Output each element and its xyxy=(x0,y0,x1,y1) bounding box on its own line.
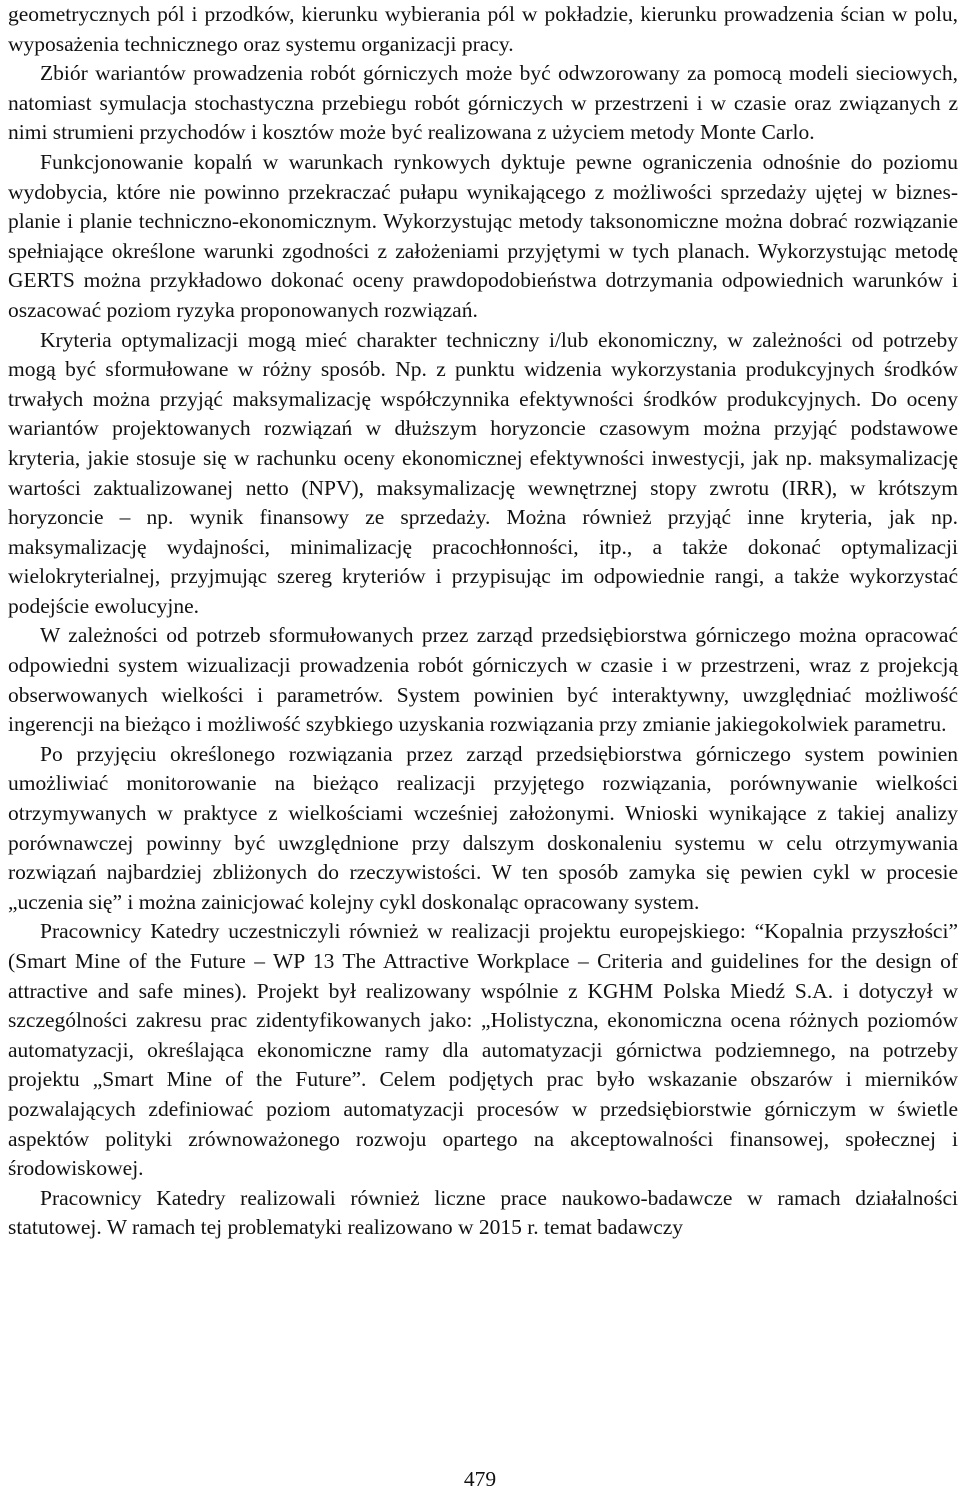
paragraph-visualization-system: W zależności od potrzeb sformułowanych przez zarząd przedsiębiorstwa górniczego można opracować odpowiedni system wizualizacji prowadzenia robót górniczych w czasie i w przestrzeni, wraz z projekcją obserwowanych wielkości i parametrów. System powinien być interaktywny, uwzględniać możliwość ingerencji na bieżąco i możliwość szybkiego uzyskania rozwiązania przy zmianie jakiegokolwiek parametru. xyxy=(8,623,958,737)
paragraph-optimization-criteria: Kryteria optymalizacji mogą mieć charakter techniczny i/lub ekonomiczny, w zależności od potrzeby mogą być sformułowane w różny sposób. Np. z punktu widzenia wykorzystania produkcyjnych środków trwałych można przyjąć maksymalizację współczynnika efektywności środków produkcyjnych. Do oceny wariantów projektowanych rozwiązań w dłuższym horyzoncie czasowym można przyjąć podstawowe kryteria, jakie stosuje się w rachunku oceny ekonomicznej efektywności inwestycji, jak np. maksymalizację wartości zaktualizowanej netto (NPV), maksymalizację wewnętrznej stopy zwrotu (IRR), w krótszym horyzoncie – np. wynik finansowy ze sprzedaży. Można również przyjąć inne kryteria, jak np. maksymalizację wydajności, minimalizację pracochłonności, itp., a także dokonać optymalizacji wielokryterialnej, przyjmując szereg kryteriów i przypisując im odpowiednie rangi, a także wykorzystać podejście ewolucyjne. xyxy=(8,327,958,618)
paragraph-continuation: geometrycznych pól i przodków, kierunku wybierania pól w pokładzie, kierunku prowadzenia ścian w polu, wyposażenia technicznego oraz systemu organizacji pracy. xyxy=(8,2,958,56)
paragraph-monitoring: Po przyjęciu określonego rozwiązania przez zarząd przedsiębiorstwa górniczego system powinien umożliwiać monitorowanie na bieżąco realizacji przyjętego rozwiązania, porównywanie wielkości otrzymywanych w praktyce z wielkościami wcześniej założonymi. Wnioski wynikające z takiej analizy porównawczej powinny być uwzględnione przy dalszym doskonaleniu systemu w celu otrzymywania rozwiązań najbardziej zbliżonych do rzeczywistości. W ten sposób zamyka się pewien cykl w procesie „uczenia się” i można zainicjować kolejny cykl doskonaląc opracowany system. xyxy=(8,741,958,914)
paragraph-market-conditions: Funkcjonowanie kopalń w warunkach rynkowych dyktuje pewne ograniczenia odnośnie do poziomu wydobycia, które nie powinno przekraczać pułapu wynikającego z możliwości sprzedaży ujętej w biznes-planie i planie techniczno-ekonomicznym. Wykorzystując metody taksonomiczne można dobrać rozwiązanie spełniające określone warunki zgodności z założeniami przyjętymi w tych planach. Wykorzystując metodę GERTS można przykładowo dokonać oceny prawdopodobieństwa dotrzymania odpowiednich warunków i oszacować poziom ryzyka proponowanych rozwiązań. xyxy=(8,149,958,322)
document-page xyxy=(8,0,958,1243)
paragraph-smart-mine-project: Pracownicy Katedry uczestniczyli również w realizacji projektu europejskiego: “Kopalnia przyszłości” (Smart Mine of the Future – WP 13 The Attractive Workplace – Criteria and guidelines for the design of attractive and safe mines). Projekt był realizowany wspólnie z KGHM Polska Miedź S.A. i dotyczył w szczególności zakresu prac zidentyfikowanych jako: „Holistyczna, ekonomiczna ocena różnych poziomów automatyzacji, określająca ekonomiczne ramy dla automatyzacji górnictwa podziemnego, na potrzeby projektu „Smart Mine of the Future”. Celem podjętych prac było wskazanie obszarów i mierników pozwalających zdefiniować poziom automatyzacji procesów w przedsiębiorstwie górniczym w świetle aspektów polityki zrównoważonego rozwoju opartego na akceptowalności finansowej, społecznej i środowiskowej. xyxy=(8,919,958,1181)
paragraph-statutory-research: Pracownicy Katedry realizowali również liczne prace naukowo-badawcze w ramach działalności statutowej. W ramach tej problematyki realizowano w 2015 r. temat badawczy xyxy=(8,1185,958,1240)
paragraph-variants: Zbiór wariantów prowadzenia robót górniczych może być odwzorowany za pomocą modeli sieciowych, natomiast symulacja stochastyczna przebiegu robót górniczych w przestrzeni i w czasie oraz związanych z nimi strumieni przychodów i kosztów może być realizowana z użyciem metody Monte Carlo. xyxy=(8,61,958,145)
page-number: 479 xyxy=(463,1467,497,1491)
